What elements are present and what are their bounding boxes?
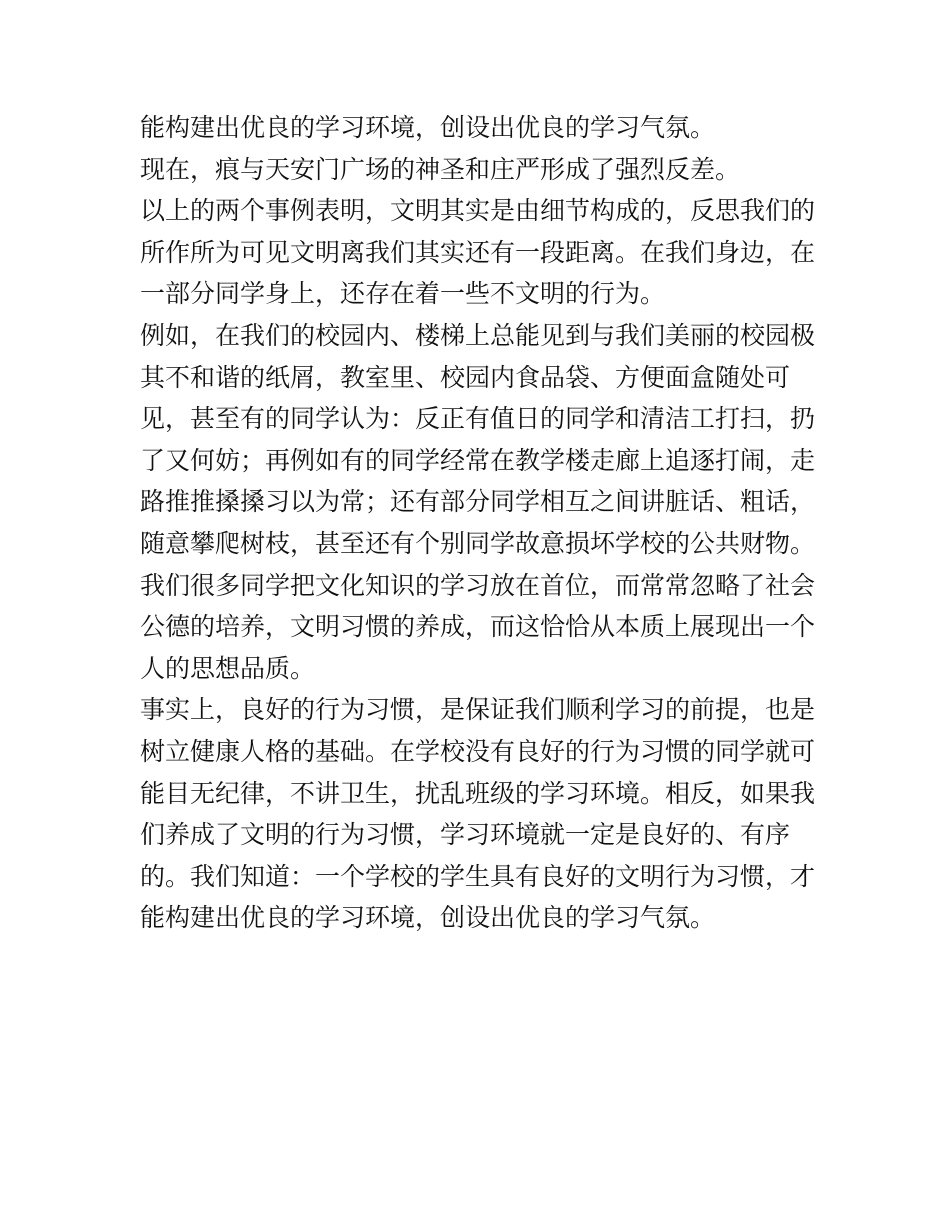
text-line: 能构建出优良的学习环境，创设出优良的学习气氛。 [140,113,716,142]
text-line: 其不和谐的纸屑，教室里、校园内食品袋、方便面盒随处可 [140,362,791,392]
text-line: 一部分同学身上，还存在着一些不文明的行为。 [140,279,666,309]
text-line: 事实上，良好的行为习惯，是保证我们顺利学习的前提，也是 [140,695,816,725]
text-line: 树立健康人格的基础。在学校没有良好的行为习惯的同学就可 [140,736,816,766]
text-line: 我们很多同学把文化知识的学习放在首位，而常常忽略了社会 [140,570,816,600]
body-text [140,107,820,939]
text-line: 人的思想品质。 [140,653,316,683]
text-line: 们养成了文明的行为习惯，学习环境就一定是良好的、有序 [140,820,791,850]
text-line: 现在，痕与天安门广场的神圣和庄严形成了强烈反差。 [140,154,741,184]
text-line: 能目无纪律，不讲卫生，扰乱班级的学习环境。相反，如果我 [140,778,816,808]
text-line: 所作所为可见文明离我们其实还有一段距离。在我们身边，在 [140,237,816,267]
text-line: 的。我们知道：一个学校的学生具有良好的文明行为习惯，才 [140,861,816,891]
text-line: 例如，在我们的校园内、楼梯上总能见到与我们美丽的校园极 [140,320,816,350]
text-line: 见，甚至有的同学认为：反正有值日的同学和清洁工打扫，扔 [140,404,816,434]
text-line: 以上的两个事例表明，文明其实是由细节构成的，反思我们的 [140,196,816,226]
text-line: 能构建出优良的学习环境，创设出优良的学习气氛。 [140,903,716,933]
text-line: 了又何妨；再例如有的同学经常在教学楼走廊上追逐打闹，走 [140,445,816,475]
text-line: 公德的培养，文明习惯的养成，而这恰恰从本质上展现出一个 [140,612,816,642]
text-line: 路推推搡搡习以为常；还有部分同学相互之间讲脏话、粗话， [140,487,816,517]
text-line: 随意攀爬树枝，甚至还有个别同学故意损坏学校的公共财物。 [140,528,816,558]
